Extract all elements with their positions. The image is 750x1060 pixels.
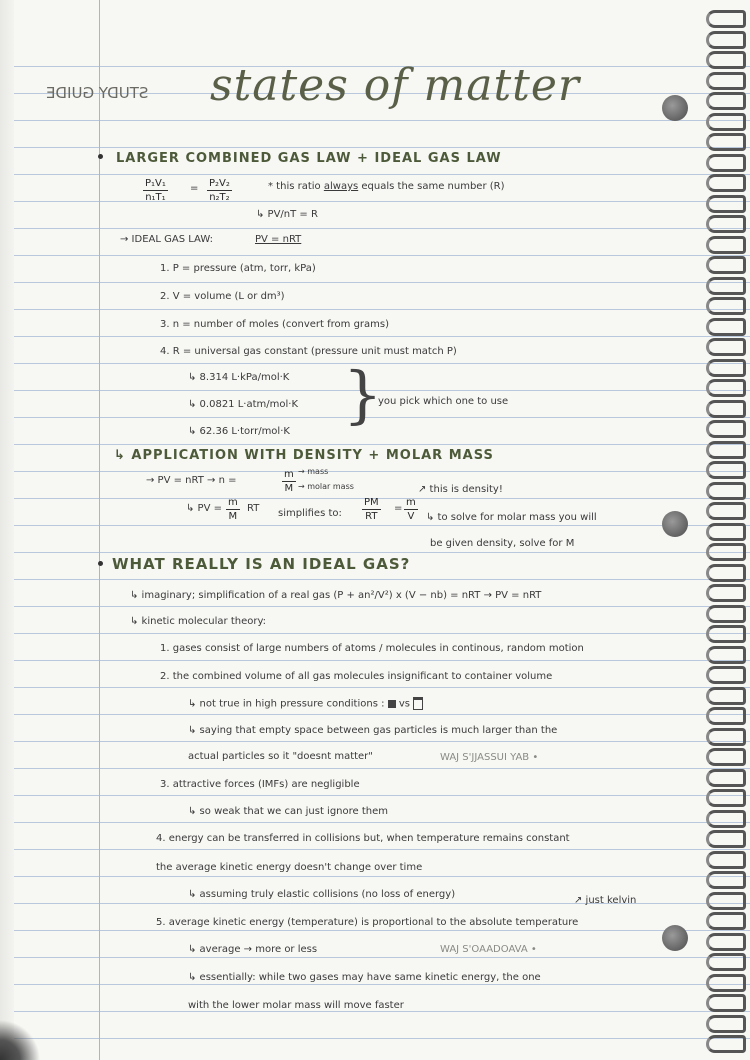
page-edge [0, 0, 14, 1060]
ratio-note-start: * this ratio [268, 181, 321, 192]
fraction-numerator: P₂V₂ [209, 178, 230, 189]
spiral-coil [706, 933, 746, 951]
bullet [98, 154, 103, 159]
fraction-denominator: RT [365, 511, 378, 522]
spiral-coil [706, 10, 746, 28]
spiral-coil [706, 113, 746, 131]
spiral-coil [706, 72, 746, 90]
fraction-numerator: m [406, 497, 416, 508]
spiral-coil [706, 646, 746, 664]
variable-n: 3. n = number of moles (convert from grams) [160, 319, 390, 330]
spiral-coil [706, 420, 746, 438]
spiral-coil [706, 1015, 746, 1033]
fraction-m-over-M-2 [226, 496, 240, 523]
fraction-denominator: n₁T₁ [145, 192, 166, 203]
solve-note: ↳ to solve for molar mass you will [426, 512, 597, 523]
postulate-5c: with the lower molar mass will move faster [188, 1000, 404, 1011]
postulate-2b: ↳ saying that empty space between gas particles is much larger than the [188, 725, 558, 736]
punch-hole [662, 925, 688, 951]
mirror-header: STUDY GUIDE [46, 84, 149, 102]
ideal-gas-law-equation: PV = nRT [255, 234, 302, 245]
spiral-coil [706, 400, 746, 418]
n-equation: → PV = nRT → n = [146, 475, 237, 486]
container-icon [413, 697, 423, 710]
section-heading-ideal-gas: WHAT REALLY IS AN IDEAL GAS? [112, 555, 411, 573]
spiral-coil [706, 297, 746, 315]
equals-sign: = [190, 183, 199, 194]
r-value-torr: ↳ 62.36 L·torr/mol·K [188, 426, 290, 437]
spiral-coil [706, 789, 746, 807]
ratio-note-rest: equals the same number (R) [361, 181, 505, 192]
rt-term: RT [247, 503, 260, 514]
fraction-numerator: m [228, 497, 238, 508]
spiral-coil [706, 810, 746, 828]
spiral-coil [706, 379, 746, 397]
fraction-numerator: P₁V₁ [145, 178, 166, 189]
spiral-coil [706, 687, 746, 705]
margin-line [99, 0, 100, 1060]
fraction-m-over-M [282, 468, 296, 495]
bleed-through-text: WAJ S'OAADOAVA • [440, 944, 537, 955]
postulate-3a: ↳ so weak that we can just ignore them [188, 806, 389, 817]
spiral-coil [706, 605, 746, 623]
punch-hole [662, 511, 688, 537]
spiral-coil [706, 830, 746, 848]
spiral-coil [706, 174, 746, 192]
spiral-coil [706, 892, 746, 910]
mass-note: → mass [298, 467, 329, 476]
fraction-denominator: M [228, 511, 238, 522]
spiral-coil [706, 51, 746, 69]
postulate-2: 2. the combined volume of all gas molecules insignificant to container volume [160, 671, 553, 682]
density-note: ↗ this is density! [418, 484, 503, 495]
spiral-coil [706, 461, 746, 479]
r-value-atm: ↳ 0.0821 L·atm/mol·K [188, 399, 299, 410]
brace: } [343, 358, 383, 431]
spiral-coil [706, 912, 746, 930]
spiral-coil [706, 707, 746, 725]
fraction-p2v2 [207, 177, 232, 204]
postulate-3: 3. attractive forces (IMFs) are negligible [160, 779, 360, 790]
page-top-margin [0, 0, 750, 58]
postulate-4: 4. energy can be transferred in collisions but, when temperature remains constant [156, 833, 570, 844]
ratio-note-always: always [323, 181, 359, 192]
vs-label: vs [398, 698, 410, 710]
postulate-4b: the average kinetic energy doesn't change over time [156, 862, 423, 873]
spiral-coil [706, 994, 746, 1012]
fraction-denominator: V [407, 511, 415, 522]
section-heading-density: ↳ APPLICATION WITH DENSITY + MOLAR MASS [114, 448, 494, 463]
spiral-coil [706, 666, 746, 684]
postulate-2a-text: ↳ not true in high pressure conditions : [188, 698, 385, 710]
spiral-coil [706, 748, 746, 766]
spiral-coil [706, 769, 746, 787]
spiral-coil [706, 338, 746, 356]
pvnt-note: ↳ PV/nT = R [256, 209, 318, 220]
fraction-m-over-v [404, 496, 418, 523]
spiral-coil [706, 728, 746, 746]
spiral-coil [706, 625, 746, 643]
postulate-2a [188, 697, 423, 711]
bullet [98, 561, 103, 566]
spiral-coil [706, 154, 746, 172]
spiral-coil [706, 543, 746, 561]
postulate-5b: ↳ essentially: while two gases may have same kinetic energy, the one [188, 972, 541, 983]
spiral-coil [706, 871, 746, 889]
molar-mass-note: → molar mass [298, 482, 354, 491]
postulate-5a: ↳ average → more or less [188, 944, 318, 955]
spiral-coil [706, 1035, 746, 1053]
page-title: states of matter [210, 60, 580, 111]
spiral-coil [706, 564, 746, 582]
fraction-denominator: n₂T₂ [209, 192, 230, 203]
spiral-coil [706, 953, 746, 971]
postulate-1: 1. gases consist of large numbers of atoms / molecules in continous, random motion [160, 643, 584, 654]
r-value-kpa: ↳ 8.314 L·kPa/mol·K [188, 372, 290, 383]
kelvin-note: ↗ just kelvin [574, 895, 637, 906]
spiral-coil [706, 359, 746, 377]
spiral-coil [706, 215, 746, 233]
spiral-coil [706, 236, 746, 254]
ratio-note [268, 181, 504, 193]
fraction-numerator: m [284, 469, 294, 480]
solve-note-2: be given density, solve for M [430, 538, 575, 549]
spiral-coil [706, 133, 746, 151]
postulate-2c: actual particles so it "doesnt matter" [188, 751, 373, 762]
spiral-coil [706, 318, 746, 336]
spiral-coil [706, 502, 746, 520]
postulate-5: 5. average kinetic energy (temperature) is proportional to the absolute temperature [156, 917, 579, 928]
variable-v: 2. V = volume (L or dm³) [160, 291, 285, 302]
spiral-coil [706, 92, 746, 110]
spiral-binding [702, 0, 750, 1060]
bleed-through-text: WAJ S'JJASSUI YAB • [440, 752, 539, 763]
spiral-coil [706, 256, 746, 274]
section-heading-gas-laws: LARGER COMBINED GAS LAW + IDEAL GAS LAW [116, 151, 502, 166]
variable-r: 4. R = universal gas constant (pressure unit must match P) [160, 346, 457, 357]
r-choice-note: you pick which one to use [378, 396, 509, 407]
spiral-coil [706, 584, 746, 602]
spiral-coil [706, 851, 746, 869]
postulate-4a: ↳ assuming truly elastic collisions (no loss of energy) [188, 889, 456, 900]
spiral-coil [706, 31, 746, 49]
spiral-coil [706, 277, 746, 295]
spiral-coil [706, 974, 746, 992]
variable-p: 1. P = pressure (atm, torr, kPa) [160, 263, 316, 274]
fraction-p1v1 [143, 177, 168, 204]
punch-hole [662, 95, 688, 121]
kmt-label: ↳ kinetic molecular theory: [130, 616, 267, 627]
ideal-gas-law-label: → IDEAL GAS LAW: [120, 234, 213, 245]
corner-shadow [0, 1020, 40, 1060]
compressed-gas-icon [388, 700, 396, 708]
fraction-pm-over-rt [362, 496, 381, 523]
simplifies-label: simplifies to: [278, 508, 342, 519]
equals-sign: = [394, 503, 403, 514]
spiral-coil [706, 523, 746, 541]
spiral-coil [706, 195, 746, 213]
pv-equation: ↳ PV = [186, 503, 222, 514]
spiral-coil [706, 482, 746, 500]
fraction-numerator: PM [364, 497, 379, 508]
spiral-coil [706, 441, 746, 459]
imaginary-line: ↳ imaginary; simplification of a real gas (P + an²/V²) x (V − nb) = nRT → PV = nRT [130, 590, 542, 601]
fraction-denominator: M [284, 483, 294, 494]
